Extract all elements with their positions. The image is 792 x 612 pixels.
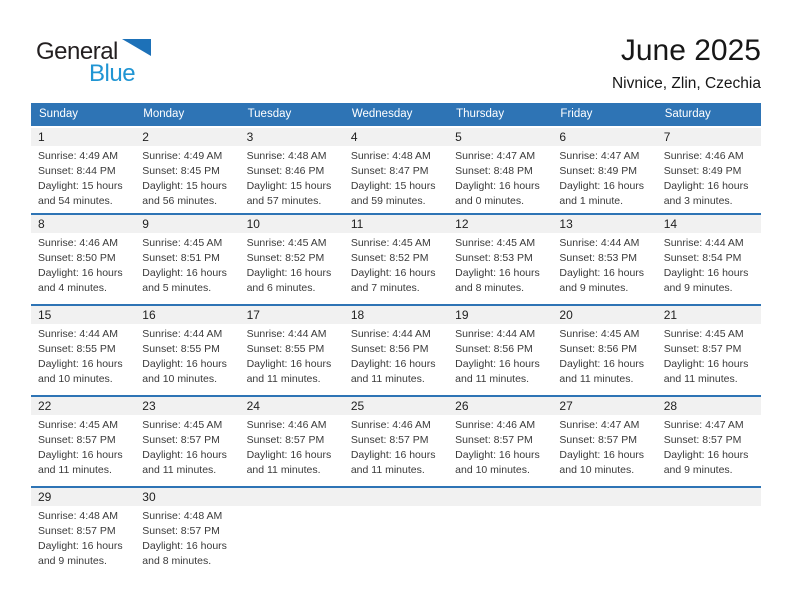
day-cell [135, 397, 239, 486]
daylight-text: Daylight: 16 hours and 8 minutes. [455, 267, 540, 294]
day-details [240, 233, 344, 296]
sunrise-text: Sunrise: 4:49 AM [142, 150, 223, 162]
daylight-text: Daylight: 16 hours and 11 minutes. [455, 358, 540, 385]
daylight-text: Daylight: 16 hours and 4 minutes. [38, 267, 123, 294]
weekday-header-monday: Monday [143, 108, 185, 120]
day-cell [135, 215, 239, 304]
sunrise-text: Sunrise: 4:45 AM [246, 237, 327, 249]
sunset-text: Sunset: 8:53 PM [559, 252, 638, 264]
sunrise-text: Sunrise: 4:46 AM [350, 419, 431, 431]
day-cell [448, 397, 552, 486]
sunrise-text: Sunrise: 4:48 AM [142, 510, 223, 522]
day-details [344, 146, 448, 209]
day-details [448, 415, 552, 478]
sunrise-text: Sunrise: 4:45 AM [142, 237, 223, 249]
logo-text-general [36, 40, 135, 64]
sunset-text: Sunset: 8:55 PM [142, 343, 220, 355]
daylight-text: Daylight: 16 hours and 11 minutes. [663, 358, 749, 385]
sunrise-text: Sunrise: 4:45 AM [142, 419, 223, 431]
week-row [31, 395, 761, 486]
daylight-text: Daylight: 16 hours and 7 minutes. [350, 267, 436, 294]
daylight-text: Daylight: 16 hours and 9 minutes. [663, 267, 749, 294]
logo-word-blue: Blue [89, 60, 136, 87]
sunset-text: Sunset: 8:54 PM [663, 252, 742, 264]
daylight-text: Daylight: 16 hours and 5 minutes. [142, 267, 227, 294]
day-cell [135, 128, 239, 213]
daylight-text: Daylight: 16 hours and 9 minutes. [38, 540, 123, 567]
empty-day-cell [344, 488, 448, 577]
day-details [657, 415, 761, 478]
sunset-text: Sunset: 8:57 PM [142, 434, 220, 446]
day-number: 13 [552, 215, 656, 233]
day-details [240, 415, 344, 478]
day-details [31, 324, 135, 387]
sunset-text: Sunset: 8:57 PM [38, 434, 116, 446]
daylight-text: Daylight: 16 hours and 11 minutes. [350, 449, 436, 476]
day-details [240, 146, 344, 209]
daylight-text: Daylight: 16 hours and 11 minutes. [142, 449, 227, 476]
daylight-text: Daylight: 15 hours and 54 minutes. [38, 180, 123, 207]
daylight-text: Daylight: 16 hours and 8 minutes. [142, 540, 227, 567]
sunrise-text: Sunrise: 4:47 AM [663, 419, 744, 431]
sunrise-text: Sunrise: 4:49 AM [38, 150, 118, 162]
day-number: 22 [31, 397, 135, 415]
sunset-text: Sunset: 8:53 PM [455, 252, 533, 264]
sunset-text: Sunset: 8:57 PM [663, 434, 742, 446]
day-cell [657, 306, 761, 395]
day-number: 30 [135, 488, 239, 506]
day-number: 26 [448, 397, 552, 415]
weekday-header-wednesday: Wednesday [351, 108, 413, 120]
day-details [344, 415, 448, 478]
sunrise-text: Sunrise: 4:48 AM [38, 510, 118, 522]
day-number: 20 [552, 306, 656, 324]
daylight-text: Daylight: 16 hours and 11 minutes. [38, 449, 123, 476]
day-details [657, 233, 761, 296]
sunrise-text: Sunrise: 4:47 AM [559, 150, 640, 162]
day-details [135, 506, 239, 569]
day-cell [240, 128, 344, 213]
sunrise-text: Sunrise: 4:44 AM [663, 237, 744, 249]
day-number: 10 [240, 215, 344, 233]
weekday-header-friday: Friday [560, 108, 593, 120]
daylight-text: Daylight: 16 hours and 10 minutes. [142, 358, 227, 385]
day-cell [31, 215, 135, 304]
day-cell [344, 306, 448, 395]
day-number [240, 488, 344, 506]
day-number: 29 [31, 488, 135, 506]
sunset-text: Sunset: 8:45 PM [142, 165, 220, 177]
logo-triangle-icon [122, 39, 151, 56]
day-details [657, 324, 761, 387]
sunrise-text: Sunrise: 4:44 AM [350, 328, 431, 340]
day-number: 16 [135, 306, 239, 324]
day-number: 4 [344, 128, 448, 146]
sunrise-text: Sunrise: 4:47 AM [455, 150, 536, 162]
sunset-text: Sunset: 8:56 PM [455, 343, 533, 355]
sunrise-text: Sunrise: 4:47 AM [559, 419, 640, 431]
empty-day-cell [552, 488, 656, 577]
sunset-text: Sunset: 8:57 PM [142, 525, 220, 537]
daylight-text: Daylight: 16 hours and 10 minutes. [38, 358, 123, 385]
title-block [612, 34, 761, 93]
day-number: 27 [552, 397, 656, 415]
sunrise-text: Sunrise: 4:44 AM [455, 328, 536, 340]
day-details [552, 324, 656, 387]
sunset-text: Sunset: 8:55 PM [246, 343, 325, 355]
day-details [135, 415, 239, 478]
daylight-text: Daylight: 16 hours and 9 minutes. [559, 267, 645, 294]
day-number: 2 [135, 128, 239, 146]
weekday-header-tuesday: Tuesday [247, 108, 292, 120]
sunrise-text: Sunrise: 4:44 AM [246, 328, 327, 340]
sunset-text: Sunset: 8:52 PM [246, 252, 325, 264]
sunset-text: Sunset: 8:44 PM [38, 165, 116, 177]
week-row [31, 213, 761, 304]
day-cell [552, 128, 656, 213]
day-details [344, 324, 448, 387]
day-details [552, 415, 656, 478]
day-details [135, 324, 239, 387]
day-cell [448, 128, 552, 213]
day-number: 9 [135, 215, 239, 233]
calendar-body [31, 126, 761, 577]
day-cell [240, 215, 344, 304]
day-number: 17 [240, 306, 344, 324]
month-title: June 2025 [620, 34, 761, 67]
day-number: 5 [448, 128, 552, 146]
day-number: 3 [240, 128, 344, 146]
sunset-text: Sunset: 8:50 PM [38, 252, 116, 264]
sunrise-text: Sunrise: 4:46 AM [663, 150, 744, 162]
day-number: 7 [657, 128, 761, 146]
general-blue-logo [36, 40, 135, 86]
day-number: 15 [31, 306, 135, 324]
sunset-text: Sunset: 8:55 PM [38, 343, 116, 355]
day-cell [552, 215, 656, 304]
day-cell [344, 397, 448, 486]
day-number: 21 [657, 306, 761, 324]
day-number [448, 488, 552, 506]
day-cell [344, 128, 448, 213]
sunset-text: Sunset: 8:46 PM [246, 165, 325, 177]
day-number: 18 [344, 306, 448, 324]
sunset-text: Sunset: 8:57 PM [455, 434, 533, 446]
day-cell [240, 306, 344, 395]
day-cell [657, 397, 761, 486]
sunset-text: Sunset: 8:57 PM [663, 343, 742, 355]
day-number: 28 [657, 397, 761, 415]
day-cell [657, 215, 761, 304]
sunset-text: Sunset: 8:57 PM [350, 434, 429, 446]
logo-word-general: General [36, 38, 118, 65]
day-details [657, 146, 761, 209]
day-details [552, 146, 656, 209]
day-details [31, 506, 135, 569]
sunrise-text: Sunrise: 4:44 AM [142, 328, 223, 340]
sunset-text: Sunset: 8:47 PM [350, 165, 429, 177]
sunrise-text: Sunrise: 4:45 AM [38, 419, 118, 431]
day-number: 19 [448, 306, 552, 324]
day-cell [31, 397, 135, 486]
day-cell [552, 306, 656, 395]
day-details [552, 233, 656, 296]
day-details [135, 233, 239, 296]
day-details [31, 146, 135, 209]
calendar-table [31, 103, 761, 577]
day-number: 1 [31, 128, 135, 146]
daylight-text: Daylight: 16 hours and 11 minutes. [246, 449, 332, 476]
sunrise-text: Sunrise: 4:45 AM [663, 328, 744, 340]
day-number: 25 [344, 397, 448, 415]
day-cell [344, 215, 448, 304]
daylight-text: Daylight: 16 hours and 0 minutes. [455, 180, 540, 207]
daylight-text: Daylight: 15 hours and 57 minutes. [246, 180, 332, 207]
weekday-header-thursday: Thursday [456, 108, 505, 120]
week-row [31, 126, 761, 213]
sunset-text: Sunset: 8:49 PM [663, 165, 742, 177]
daylight-text: Daylight: 15 hours and 56 minutes. [142, 180, 227, 207]
day-number [552, 488, 656, 506]
sunset-text: Sunset: 8:57 PM [246, 434, 325, 446]
daylight-text: Daylight: 16 hours and 9 minutes. [663, 449, 749, 476]
sunset-text: Sunset: 8:57 PM [38, 525, 116, 537]
day-cell [240, 397, 344, 486]
sunset-text: Sunset: 8:56 PM [559, 343, 638, 355]
sunrise-text: Sunrise: 4:48 AM [350, 150, 431, 162]
day-number: 14 [657, 215, 761, 233]
day-cell [552, 397, 656, 486]
sunset-text: Sunset: 8:57 PM [559, 434, 638, 446]
sunset-text: Sunset: 8:52 PM [350, 252, 429, 264]
empty-day-cell [657, 488, 761, 577]
day-number [344, 488, 448, 506]
sunrise-text: Sunrise: 4:46 AM [455, 419, 536, 431]
daylight-text: Daylight: 16 hours and 10 minutes. [559, 449, 645, 476]
location-subtitle: Nivnice, Zlin, Czechia [611, 75, 761, 92]
day-number [657, 488, 761, 506]
daylight-text: Daylight: 16 hours and 1 minute. [559, 180, 645, 207]
sunset-text: Sunset: 8:51 PM [142, 252, 220, 264]
day-number: 8 [31, 215, 135, 233]
day-details [240, 324, 344, 387]
daylight-text: Daylight: 16 hours and 6 minutes. [246, 267, 332, 294]
day-details [448, 324, 552, 387]
day-details [448, 233, 552, 296]
sunrise-text: Sunrise: 4:45 AM [350, 237, 431, 249]
daylight-text: Daylight: 16 hours and 11 minutes. [559, 358, 645, 385]
day-number: 6 [552, 128, 656, 146]
daylight-text: Daylight: 16 hours and 10 minutes. [455, 449, 540, 476]
day-cell [135, 306, 239, 395]
empty-day-cell [448, 488, 552, 577]
day-number: 12 [448, 215, 552, 233]
day-cell [135, 488, 239, 577]
day-number: 11 [344, 215, 448, 233]
weekday-header-sunday: Sunday [39, 108, 79, 120]
day-cell [31, 306, 135, 395]
day-number: 24 [240, 397, 344, 415]
week-row [31, 304, 761, 395]
daylight-text: Daylight: 16 hours and 11 minutes. [350, 358, 436, 385]
week-row [31, 486, 761, 577]
day-details [135, 146, 239, 209]
sunset-text: Sunset: 8:49 PM [559, 165, 638, 177]
weekday-header-row [31, 103, 761, 126]
empty-day-cell [240, 488, 344, 577]
daylight-text: Daylight: 15 hours and 59 minutes. [350, 180, 436, 207]
daylight-text: Daylight: 16 hours and 11 minutes. [246, 358, 332, 385]
sunrise-text: Sunrise: 4:48 AM [246, 150, 327, 162]
day-cell [31, 488, 135, 577]
day-details [448, 146, 552, 209]
day-details [31, 415, 135, 478]
sunset-text: Sunset: 8:48 PM [455, 165, 533, 177]
sunrise-text: Sunrise: 4:44 AM [559, 237, 640, 249]
daylight-text: Daylight: 16 hours and 3 minutes. [663, 180, 749, 207]
day-cell [448, 306, 552, 395]
weekday-header-saturday: Saturday [664, 108, 711, 120]
day-cell [657, 128, 761, 213]
sunrise-text: Sunrise: 4:46 AM [38, 237, 118, 249]
day-details [344, 233, 448, 296]
sunset-text: Sunset: 8:56 PM [350, 343, 429, 355]
day-details [31, 233, 135, 296]
sunrise-text: Sunrise: 4:44 AM [38, 328, 118, 340]
day-number: 23 [135, 397, 239, 415]
sunrise-text: Sunrise: 4:45 AM [559, 328, 640, 340]
day-cell [448, 215, 552, 304]
sunrise-text: Sunrise: 4:45 AM [455, 237, 536, 249]
sunrise-text: Sunrise: 4:46 AM [246, 419, 327, 431]
day-cell [31, 128, 135, 213]
